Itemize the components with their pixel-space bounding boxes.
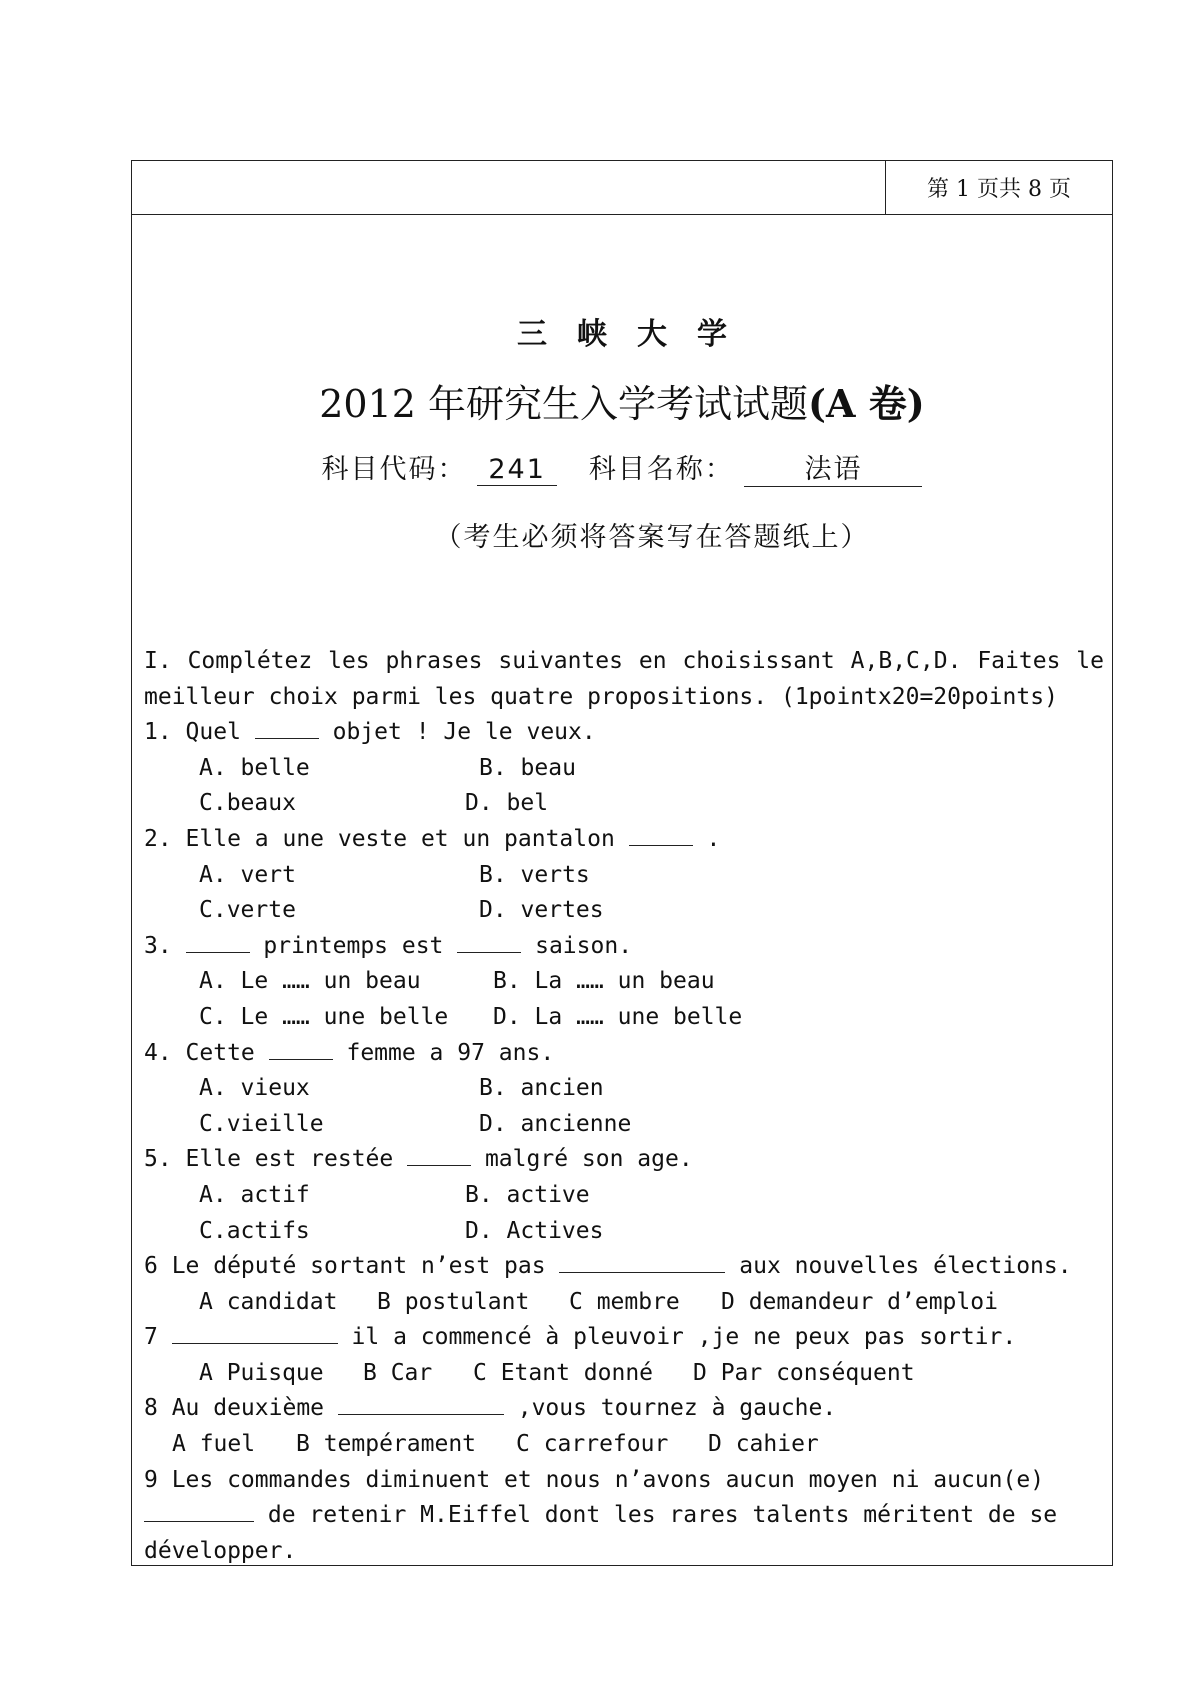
page-indicator: 第 1 页共 8 页 (885, 161, 1112, 214)
option: C.verte (199, 897, 296, 924)
option: D. ancienne (479, 1110, 632, 1137)
option: C Etant donné (473, 1359, 654, 1386)
option: D. Actives (465, 1217, 604, 1244)
answer-instruction: （考生必须将答案写在答题纸上） (434, 522, 870, 553)
answer-blank (269, 1037, 333, 1060)
question-1-options-row1 (144, 751, 1104, 787)
question-9-line3: développer. (144, 1537, 297, 1564)
exam-title-main: 2012 年研究生入学考试试题 (319, 382, 809, 426)
university-name: 三峡大学 (517, 317, 757, 352)
option: C. Le …… une belle (199, 1003, 449, 1030)
subject-line (132, 447, 1112, 487)
question-6-options (144, 1285, 1104, 1321)
question-6: 6 Le député sortant n’est pas aux nouvelles élections. (144, 1249, 1104, 1285)
question-5-options-row2 (144, 1214, 1104, 1250)
option: D Par conséquent (693, 1359, 915, 1386)
answer-blank (172, 1321, 338, 1344)
answer-blank (186, 930, 250, 953)
option: C.beaux (199, 790, 296, 817)
answer-blank (457, 930, 521, 953)
answer-blank (629, 823, 693, 846)
subject-code: 241 (477, 454, 557, 486)
option: A. actif (199, 1181, 310, 1208)
exam-title (132, 373, 1112, 428)
subject-name-label: 科目名称： (588, 454, 734, 485)
answer-blank (338, 1392, 504, 1415)
option: D. vertes (479, 897, 604, 924)
question-2-options-row1 (144, 858, 1104, 894)
option: C membre (569, 1288, 680, 1315)
question-4-options-row1 (144, 1071, 1104, 1107)
answer-blank (255, 716, 319, 739)
option: A. belle (199, 754, 310, 781)
question-8-options (144, 1427, 1104, 1463)
section-instruction-line1: I. Complétez les phrases suivantes en choisissant A,B,C,D. Faites le (144, 648, 1104, 674)
question-9-line2: de retenir M.Eiffel dont les rares talents méritent de se (144, 1498, 1104, 1534)
question-2-options-row2 (144, 893, 1104, 929)
question-8: 8 Au deuxième ,vous tournez à gauche. (144, 1391, 1104, 1427)
option: A Puisque (199, 1359, 324, 1386)
exam-title-suffix: (A 卷) (808, 381, 925, 426)
question-9-line1: 9 Les commandes diminuent et nous n’avons aucun moyen ni aucun(e) (144, 1466, 1045, 1493)
question-3-options-row1 (144, 964, 1104, 1000)
option: B. La …… un beau (493, 968, 715, 995)
subject-name: 法语 (744, 447, 922, 487)
question-1-options-row2 (144, 786, 1104, 822)
option: A candidat (199, 1288, 338, 1315)
question-3: 3. printemps est saison. (144, 929, 1104, 965)
option: B. verts (479, 861, 590, 888)
option: C.actifs (199, 1217, 310, 1244)
option: D cahier (708, 1431, 819, 1458)
option: B. beau (479, 754, 576, 781)
question-5-options-row1 (144, 1178, 1104, 1214)
option: A. vieux (199, 1075, 310, 1102)
answer-blank (559, 1250, 725, 1273)
question-body (144, 644, 1104, 1569)
option: A. vert (199, 861, 296, 888)
option: B postulant (377, 1288, 530, 1315)
option: C.vieille (199, 1110, 324, 1137)
question-3-options-row2 (144, 1000, 1104, 1036)
question-4-options-row2 (144, 1107, 1104, 1143)
header-row (132, 161, 1112, 215)
question-1: 1. Quel objet ! Je le veux. (144, 715, 1104, 751)
question-2: 2. Elle a une veste et un pantalon . (144, 822, 1104, 858)
option: B. active (465, 1181, 590, 1208)
answer-blank (144, 1499, 254, 1522)
option: B. ancien (479, 1075, 604, 1102)
option: A. Le …… un beau (199, 968, 421, 995)
option: D. bel (465, 790, 549, 817)
answer-blank (407, 1143, 471, 1166)
question-7-options (144, 1356, 1104, 1392)
option: D demandeur d’emploi (721, 1288, 998, 1315)
option: C carrefour (516, 1431, 669, 1458)
section-instruction-line2: meilleur choix parmi les quatre propositions. (1pointx20=20points) (144, 683, 1058, 710)
question-5: 5. Elle est restée malgré son age. (144, 1142, 1104, 1178)
option: B tempérament (296, 1431, 477, 1458)
subject-code-label: 科目代码： (321, 454, 467, 485)
exam-frame (131, 160, 1113, 1566)
question-4: 4. Cette femme a 97 ans. (144, 1036, 1104, 1072)
option: A fuel (172, 1431, 256, 1458)
option: B Car (363, 1359, 433, 1386)
question-7: 7 il a commencé à pleuvoir ,je ne peux pas sortir. (144, 1320, 1104, 1356)
option: D. La …… une belle (493, 1003, 743, 1030)
